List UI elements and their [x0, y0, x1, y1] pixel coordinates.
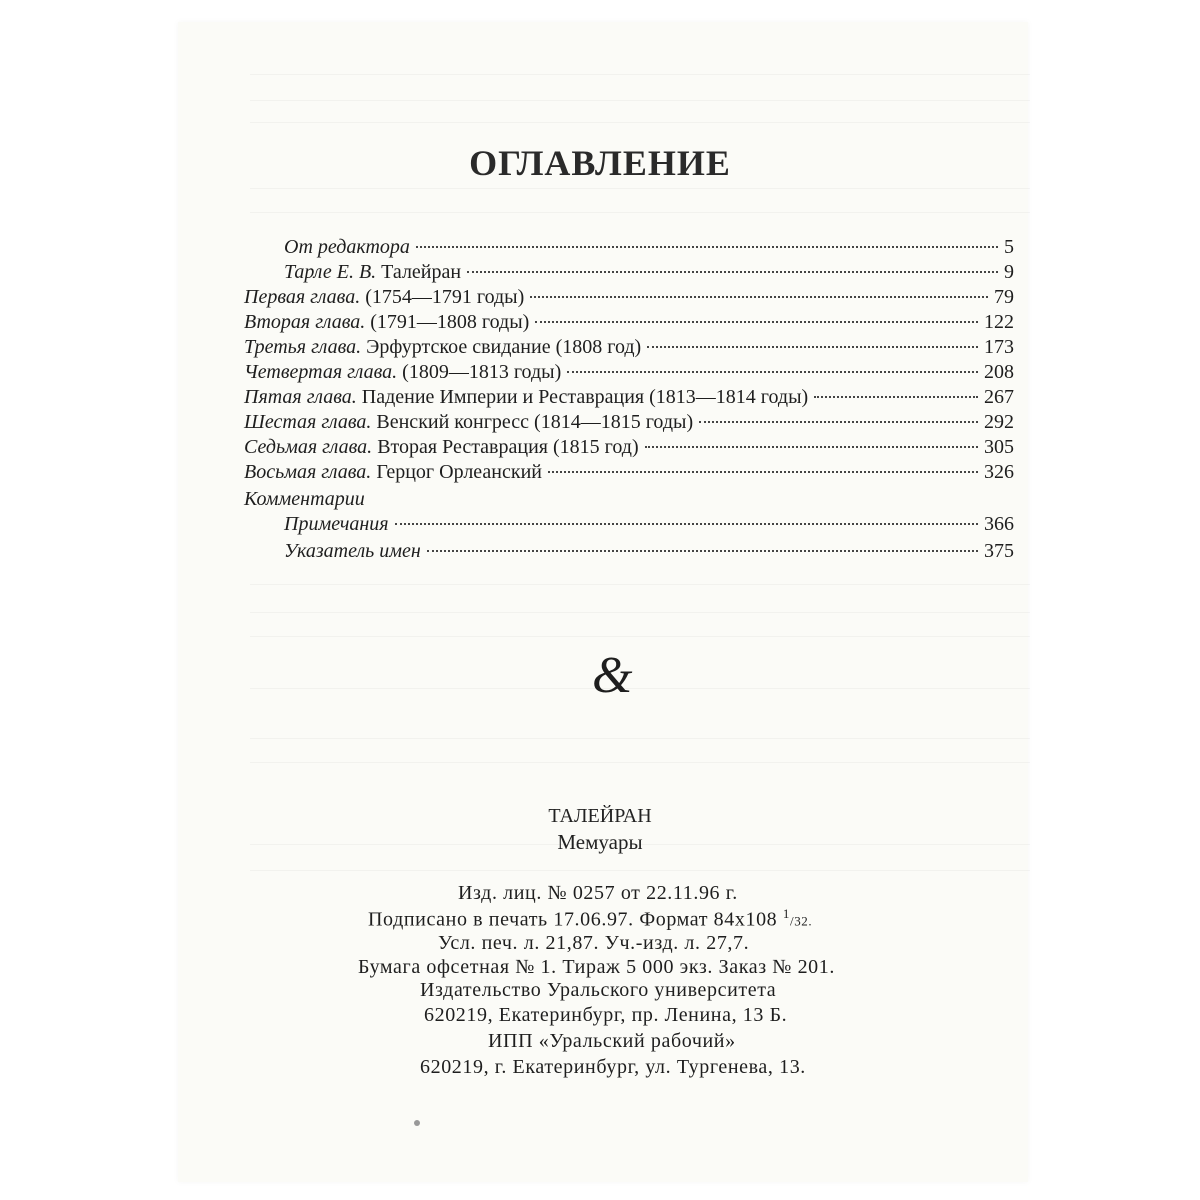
- ink-speck: [414, 1120, 420, 1126]
- toc-entry-label: Первая глава. (1754—1791 годы): [244, 286, 525, 308]
- toc-leader-dots: [645, 446, 978, 448]
- toc-entry: [284, 234, 1014, 260]
- imprint-sheets: Усл. печ. л. 21,87. Уч.-изд. л. 27,7.: [438, 932, 750, 954]
- toc-entry: [244, 284, 1014, 310]
- toc-entry: [244, 409, 1014, 435]
- toc-entry: [244, 359, 1014, 385]
- toc-entry-label: Пятая глава. Падение Империи и Реставрация (1813—1814 годы): [244, 386, 809, 408]
- ampersand-ornament: &: [592, 647, 633, 704]
- toc-page-number: 173: [984, 336, 1014, 358]
- toc-entry-label: Примечания: [284, 513, 389, 535]
- imprint-publisher-address: 620219, Екатеринбург, пр. Ленина, 13 Б.: [424, 1004, 788, 1026]
- show-through-line: [250, 762, 1030, 763]
- toc-page-number: 305: [984, 436, 1014, 458]
- toc-leader-dots: [814, 396, 978, 398]
- toc-leader-dots: [467, 271, 998, 273]
- toc-entry-label: Комментарии: [244, 488, 365, 510]
- imprint-publisher: Издательство Уральского университета: [420, 979, 777, 1001]
- show-through-line: [250, 612, 1030, 613]
- toc-leader-dots: [416, 246, 998, 248]
- show-through-line: [250, 738, 1030, 739]
- toc-leader-dots: [548, 471, 978, 473]
- toc-leader-dots: [699, 421, 978, 423]
- show-through-line: [250, 584, 1030, 585]
- toc-entry-label: Шестая глава. Венский конгресс (1814—1815 годы): [244, 411, 694, 433]
- toc-page-number: 208: [984, 361, 1014, 383]
- toc-page-number: 366: [984, 513, 1014, 535]
- toc-entry-label: От редактора: [284, 236, 410, 258]
- toc-leader-dots: [535, 321, 978, 323]
- show-through-line: [250, 122, 1030, 123]
- toc-leader-dots: [647, 346, 978, 348]
- toc-entry: [284, 259, 1014, 285]
- toc-page-number: 5: [1004, 236, 1014, 258]
- toc-entry-label: Вторая глава. (1791—1808 годы): [244, 311, 530, 333]
- toc-leader-dots: [530, 296, 988, 298]
- imprint-printer: ИПП «Уральский рабочий»: [488, 1030, 736, 1052]
- toc-page-number: 122: [984, 311, 1014, 333]
- toc-entry: [244, 334, 1014, 360]
- toc-entry-label: Восьмая глава. Герцог Орлеанский: [244, 461, 542, 483]
- page-title: ОГЛАВЛЕНИЕ: [469, 143, 731, 183]
- toc-page-number: 326: [984, 461, 1014, 483]
- toc-entry: [284, 538, 1014, 564]
- book-author: ТАЛЕЙРАН: [548, 805, 652, 827]
- imprint-license: Изд. лиц. № 0257 от 22.11.96 г.: [458, 882, 738, 904]
- show-through-line: [250, 74, 1030, 75]
- toc-entry-label: Третья глава. Эрфуртское свидание (1808 год): [244, 336, 642, 358]
- toc-page-number: 267: [984, 386, 1014, 408]
- toc-page-number: 9: [1004, 261, 1014, 283]
- toc-leader-dots: [427, 550, 978, 552]
- toc-leader-dots: [395, 523, 978, 525]
- toc-page-number: 375: [984, 540, 1014, 562]
- show-through-line: [250, 188, 1030, 189]
- toc-entry: [284, 511, 1014, 537]
- toc-entry-label: Тарле Е. В. Талейран: [284, 261, 462, 283]
- imprint-paper: Бумага офсетная № 1. Тираж 5 000 экз. Заказ № 201.: [358, 956, 835, 978]
- toc-page-number: 79: [994, 286, 1014, 308]
- imprint-signed-format: Подписано в печать 17.06.97. Формат 84x108 $^1$/32.: [368, 906, 813, 931]
- show-through-line: [250, 212, 1030, 213]
- toc-entry-label: Четвертая глава. (1809—1813 годы): [244, 361, 562, 383]
- toc-entry: [244, 384, 1014, 410]
- toc-leader-dots: [567, 371, 978, 373]
- toc-entry: [244, 309, 1014, 335]
- show-through-line: [250, 636, 1030, 637]
- show-through-line: [250, 688, 1030, 689]
- toc-page-number: 292: [984, 411, 1014, 433]
- show-through-line: [250, 100, 1030, 101]
- toc-section-heading: [244, 486, 1014, 512]
- toc-entry: [244, 434, 1014, 460]
- book-title: Мемуары: [557, 830, 643, 854]
- toc-entry-label: Седьмая глава. Вторая Реставрация (1815 год): [244, 436, 639, 458]
- imprint-printer-address: 620219, г. Екатеринбург, ул. Тургенева, 13.: [420, 1056, 806, 1078]
- toc-entry-label: Указатель имен: [284, 540, 421, 562]
- toc-entry: [244, 459, 1014, 485]
- show-through-line: [250, 870, 1030, 871]
